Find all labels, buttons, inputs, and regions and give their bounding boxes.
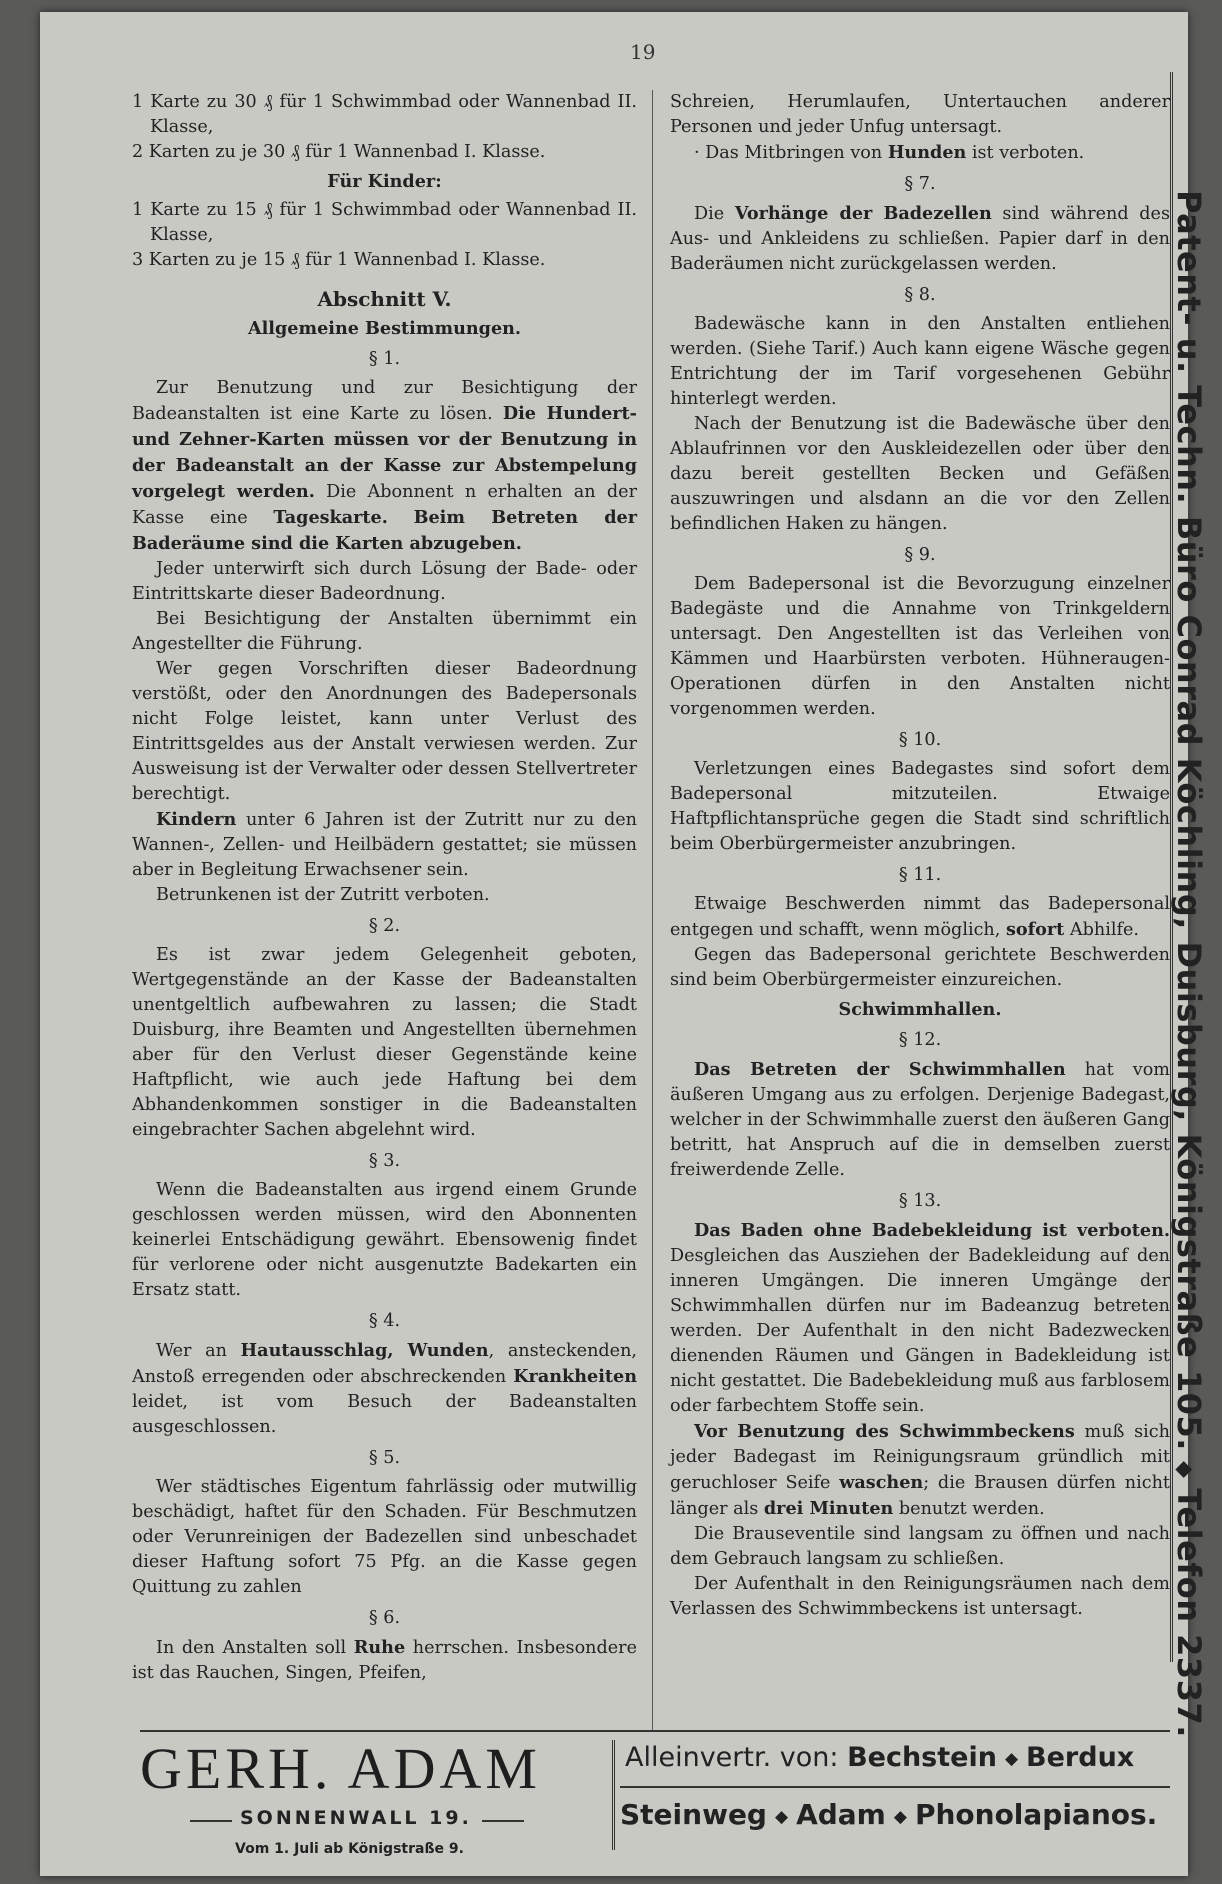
paragraph-text: Es ist zwar jedem Gelegenheit geboten, Wertgegenstände an der Kasse der Badeanstalten unentgeltlich aufbewahren zu lassen; die Stadt Duisburg, ihre Beamten und Angestellten übernehmen aber für den Verlust dieser Gegenstände keine Haftpflicht, wie auch jede Haftung bei dem Abhandenkommen sonstiger in die Badeanstalten eingebrachter Sachen abgelehnt wird.: [132, 945, 637, 1140]
dash-line: [482, 1820, 524, 1822]
paragraph-text: Betrunkenen ist der Zutritt verboten.: [156, 885, 490, 905]
diamond-icon: ◆: [1004, 1749, 1019, 1769]
paragraph-text: Das Baden ohne Badebekleidung ist verboten. Desgleichen das Ausziehen der Badekleidung auf den inneren Umgängen. Die inneren Umgänge der Schwimmhallen dürfen nur im Badeanzug betreten werden. Der Aufenthalt in den nicht Badezwecken dienenden Räumen und Gängen in Badekleidung ist nicht gestattet. Die Badebekleidung muß aus farblosem oder farbechtem Stoffe sein.: [670, 1220, 1170, 1416]
paragraph-text: Die Vorhänge der Badezellen sind während des Aus- und Ankleidens zu schließen. Papier darf in den Baderäumen nicht zurückgelassen werden.: [670, 203, 1170, 274]
paragraph-text: Kindern unter 6 Jahren ist der Zutritt nur zu den Wannen-, Zellen- und Heilbädern gestattet; sie müssen aber in Begleitung Erwachsener sein.: [132, 809, 637, 880]
paragraph-text: Wenn die Badeanstalten aus irgend einem Grunde geschlossen werden müssen, wird den Abonnenten keinerlei Entschädigung gewährt. Ebensowenig findet für verlorene oder nicht ausgenutzte Badekarten ein Ersatz statt.: [132, 1180, 637, 1300]
ad-company-name: GERH. ADAM: [140, 1736, 541, 1801]
diamond-icon: ◆: [893, 1807, 907, 1827]
ad-dealer-line: Alleinvertr. von: Bechstein ◆ Berdux: [625, 1742, 1135, 1773]
paragraph-label: § 3.: [368, 1151, 401, 1171]
paragraph-text: Die Brauseventile sind langsam zu öffnen und nach dem Gebrauch langsam zu schließen.: [670, 1524, 1170, 1569]
ad-note: Vom 1. Juli ab Königstraße 9.: [235, 1841, 464, 1857]
paragraph-text: Verletzungen eines Badegastes sind sofort dem Badepersonal mitzuteilen. Etwaige Haftpflichtansprüche gegen die Stadt sind schriftlich beim Oberbürgermeister anzubringen.: [670, 759, 1170, 854]
sidebar-text: Patent- u. Techn. Büro Conrad Köchling, Duisburg, Königstraße 105.◆Telefon 2337.: [1170, 190, 1208, 1738]
ticket-line: 2 Karten zu je 30 ₰ für 1 Wannenbad I. Klasse.: [132, 142, 546, 162]
dash-line: [190, 1820, 232, 1822]
paragraph-label: § 4.: [368, 1311, 401, 1331]
paragraph-text: Das Betreten der Schwimmhallen hat vom äußeren Umgang aus zu erfolgen. Derjenige Badegast, welcher in der Schwimmhalle zuerst den äußeren Gang betritt, hat Anspruch auf die in demselben zuerst freiwerdende Zelle.: [670, 1059, 1170, 1180]
section-heading: Schwimmhallen.: [838, 999, 1002, 1020]
paragraph-text: Dem Badepersonal ist die Bevorzugung einzelner Badegäste und die Annahme von Trinkgeldern untersagt. Den Angestellten ist das Verleihen von Kämmen und Haarbürsten verboten. Hühneraugen-Operationen dürfen in den Anstalten nicht vorgenommen werden.: [670, 574, 1170, 719]
ad-rule: [620, 1786, 1170, 1788]
ad-divider: [612, 1740, 615, 1850]
ticket-line: 1 Karte zu 15 ₰ für 1 Schwimmbad oder Wannenbad II. Klasse,: [132, 200, 637, 245]
paragraph-label: § 5.: [368, 1448, 401, 1468]
ticket-line: 3 Karten zu je 15 ₰ für 1 Wannenbad I. Klasse.: [132, 250, 546, 270]
paragraph-text: Schreien, Herumlaufen, Untertauchen anderer Personen und jeder Unfug untersagt.: [670, 92, 1170, 137]
paragraph-text: In den Anstalten soll Ruhe herrschen. Insbesondere ist das Rauchen, Singen, Pfeifen,: [132, 1637, 637, 1683]
paragraph-text: Zur Benutzung und zur Besichtigung der Badeanstalten ist eine Karte zu lösen. Die Hundert- und Zehner-Karten müssen vor der Benutzung in der Badeanstalt an der Kasse zur Abstempelung vorgelegt werden. Die Abonnent n erhalten an der Kasse eine Tageskarte. Beim Betreten der Baderäume sind die Karten abzugeben.: [132, 378, 638, 554]
page-number: 19: [630, 40, 656, 64]
paragraph-text: Bei Besichtigung der Anstalten übernimmt ein Angestellter die Führung.: [132, 609, 637, 654]
paragraph-label: § 2.: [368, 916, 401, 936]
document-page: [40, 12, 1208, 1876]
diamond-icon: ◆: [1172, 1460, 1197, 1479]
left-column: [132, 90, 637, 1686]
right-column: [670, 90, 1170, 1622]
ticket-line: 1 Karte zu 30 ₰ für 1 Schwimmbad oder Wannenbad II. Klasse,: [132, 92, 637, 137]
paragraph-label: § 9.: [904, 545, 936, 565]
paragraph-label: § 12.: [898, 1030, 942, 1050]
paragraph-text: Vor Benutzung des Schwimmbeckens muß sich jeder Badegast im Reinigungsraum gründlich mit geruchloser Seife waschen; die Brausen dürfen nicht länger als drei Minuten benutzt werden.: [670, 1421, 1170, 1519]
ad-brands-line: Steinweg ◆ Adam ◆ Phonolapianos.: [620, 1798, 1158, 1831]
paragraph-label: § 10.: [898, 730, 942, 750]
paragraph-text: Wer an Hautausschlag, Wunden, ansteckenden, Anstoß erregenden oder abschreckenden Krankheiten leidet, ist vom Besuch der Badeanstalten ausgeschlossen.: [132, 1340, 638, 1437]
paragraph-label: § 1.: [368, 349, 401, 369]
paragraph-text: Nach der Benutzung ist die Badewäsche über den Ablaufrinnen vor den Auskleidezellen oder über den dazu bereit gestellten Becken und Gefäßen auszuwringen und alsdann an die vor den Zellen befindlichen Haken zu hängen.: [670, 414, 1170, 534]
paragraph-text: Badewäsche kann in den Anstalten entliehen werden. (Siehe Tarif.) Auch kann eigene Wäsche gegen Entrichtung der im Tarif vorgesehenen Gebühr hinterlegt werden.: [670, 314, 1170, 409]
paragraph-label: § 13.: [898, 1191, 942, 1211]
ad-top-rule: [140, 1730, 1170, 1732]
paragraph-text: Der Aufenthalt in den Reinigungsräumen nach dem Verlassen des Schwimmbeckens ist untersagt.: [670, 1574, 1170, 1619]
paragraph-label: § 11.: [898, 865, 942, 885]
section-heading: Abschnitt V.: [317, 287, 452, 311]
paragraph-text: · Das Mitbringen von Hunden ist verboten.: [694, 142, 1085, 163]
paragraph-text: Wer städtisches Eigentum fahrlässig oder mutwillig beschädigt, haftet für den Schaden. Für Beschmutzen oder Verunreinigen der Badezellen sind unbeschadet dieser Haftung sofort 75 Pfg. an die Kasse gegen Quittung zu zahlen: [132, 1477, 637, 1597]
paragraph-label: § 8.: [904, 285, 936, 305]
column-divider: [652, 90, 653, 1730]
diamond-icon: ◆: [774, 1807, 789, 1827]
sidebar-advertisement: [1168, 72, 1218, 1738]
paragraph-text: Gegen das Badepersonal gerichtete Beschwerden sind beim Oberbürgermeister einzureichen.: [670, 945, 1170, 990]
paragraph-label: § 7.: [904, 174, 936, 194]
paragraph-text: Jeder unterwirft sich durch Lösung der Bade- oder Eintrittskarte dieser Badeordnung.: [132, 559, 637, 604]
children-heading: Für Kinder:: [327, 171, 442, 192]
paragraph-text: Etwaige Beschwerden nimmt das Badepersonal entgegen und schafft, wenn möglich, sofort Abhilfe.: [670, 894, 1170, 940]
ad-address: SONNENWALL 19.: [240, 1807, 472, 1829]
section-subheading: Allgemeine Bestimmungen.: [247, 318, 522, 339]
paragraph-text: Wer gegen Vorschriften dieser Badeordnung verstößt, oder den Anordnungen des Badepersonals nicht Folge leistet, kann unter Verlust des Eintrittsgeldes aus der Anstalt verwiesen werden. Zur Ausweisung ist der Verwalter oder dessen Stellvertreter berechtigt.: [132, 659, 637, 804]
paragraph-label: § 6.: [368, 1608, 401, 1628]
